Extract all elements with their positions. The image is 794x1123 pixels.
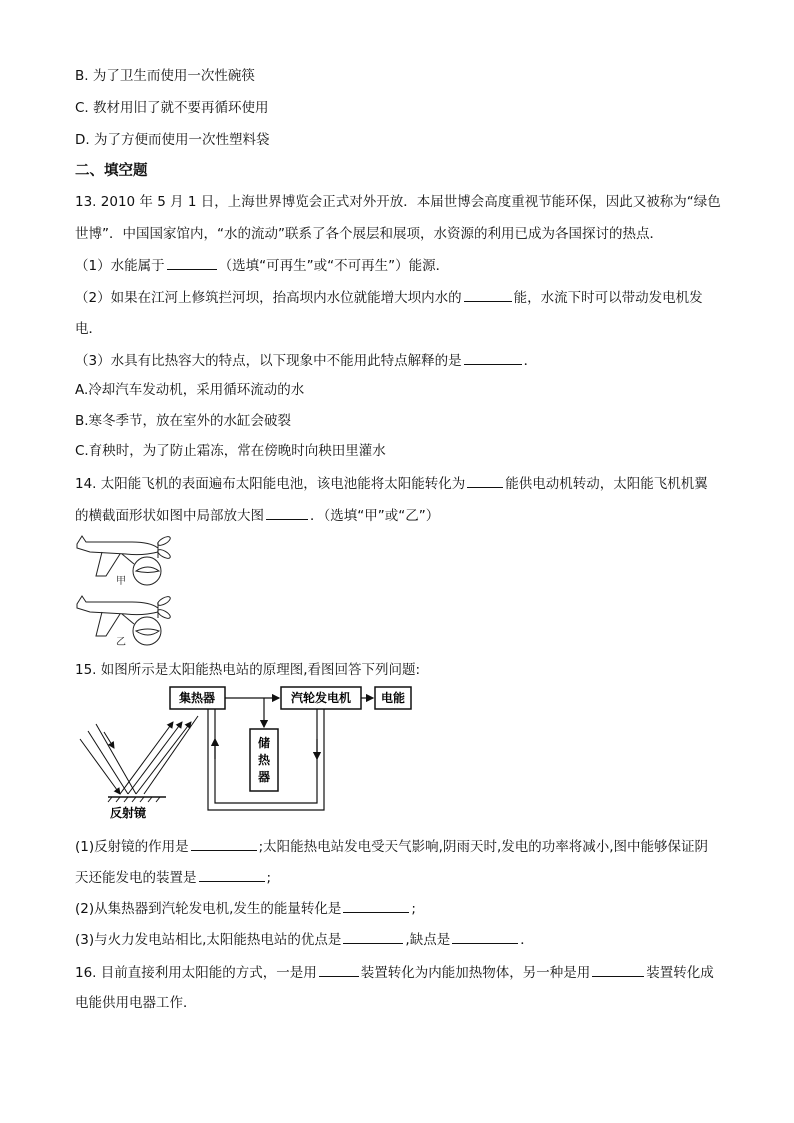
answer-blank[interactable] (319, 962, 359, 977)
option-d: D. 为了方便而使用一次性塑料袋 (75, 132, 270, 148)
answer-blank[interactable] (343, 929, 403, 944)
q13-part3-prefix: （3）水具有比热容大的特点，以下现象中不能用此特点解释的是 (75, 353, 462, 369)
answer-blank[interactable] (191, 836, 257, 851)
option-c: C. 教材用旧了就不要再循环使用 (75, 100, 269, 116)
answer-blank[interactable] (167, 255, 217, 270)
storage-label-2: 热 (257, 753, 271, 767)
q13-part2-end: 电． (75, 321, 102, 337)
q13-part1-suffix: （选填“可再生”或“不可再生”）能源． (218, 258, 450, 274)
q14-line2-suffix: ．（选填“甲”或“乙”） (310, 508, 440, 524)
q13-part2-prefix: （2）如果在江河上修筑拦河坝，抬高坝内水位就能增大坝内水的 (75, 290, 462, 306)
q15-sub3 (75, 929, 534, 950)
q13-part1-prefix: （1）水能属于 (75, 258, 165, 274)
option-b: B. 为了卫生而使用一次性碗筷 (75, 68, 255, 84)
q15-sub1-prefix: (1)反射镜的作用是 (75, 839, 189, 855)
q14-line1 (75, 473, 708, 494)
q16-line1-prefix: 16. 目前直接利用太阳能的方式，一是用 (75, 965, 317, 981)
q15-sub1-line2 (75, 867, 271, 888)
q14-line1-prefix: 14. 太阳能飞机的表面遍布太阳能电池，该电池能将太阳能转化为 (75, 476, 466, 492)
q15-sub1-line2-suffix: ; (266, 870, 272, 886)
q15-sub3-suffix: ． (520, 932, 534, 948)
answer-blank[interactable] (452, 929, 518, 944)
sun-rays (80, 716, 198, 794)
section-title: 二、填空题 (75, 163, 148, 179)
q13-option-c: C.育秧时，为了防止霜冻，常在傍晚时向秧田里灌水 (75, 443, 386, 459)
q15-sub3-prefix: (3)与火力发电站相比,太阳能热电站的优点是 (75, 932, 342, 948)
answer-blank[interactable] (592, 962, 644, 977)
q14-line2 (75, 505, 439, 526)
q15-sub1-mid: ;太阳能热电站发电受天气影响,阴雨天时,发电的功率将减小,图中能够保证阴 (258, 839, 709, 855)
q15-sub1-line2-prefix: 天还能发电的装置是 (75, 870, 197, 886)
q14-line2-prefix: 的横截面形状如图中局部放大图 (75, 508, 264, 524)
q13-part2 (75, 287, 703, 308)
answer-blank[interactable] (343, 898, 409, 913)
q14-line1-suffix: 能供电动机转动，太阳能飞机机翼 (505, 476, 708, 492)
collector-label: 集热器 (178, 691, 216, 705)
q13-part1 (75, 255, 449, 276)
q13-option-a: A.冷却汽车发动机，采用循环流动的水 (75, 382, 305, 398)
q16-line1 (75, 962, 714, 983)
label-jia: 甲 (116, 576, 126, 587)
q15-sub2-prefix: (2)从集热器到汽轮发电机,发生的能量转化是 (75, 901, 342, 917)
q13-option-b: B.寒冬季节，放在室外的水缸会破裂 (75, 413, 292, 429)
q13-stem-line1: 13. 2010 年 5 月 1 日，上海世界博览会正式对外开放．本届世博会高度重视节能环保，因此又被称为“绿色 (75, 194, 721, 210)
q15-sub3-mid: ,缺点是 (405, 932, 451, 948)
turbine-label: 汽轮发电机 (290, 691, 352, 705)
q16-line2: 电能供用电器工作． (75, 995, 197, 1011)
answer-blank[interactable] (467, 473, 503, 488)
storage-label-1: 储 (257, 736, 271, 750)
storage-label-3: 器 (257, 770, 271, 784)
q15-solar-thermal-diagram (78, 684, 418, 822)
answer-blank[interactable] (199, 867, 265, 882)
q13-part3 (75, 350, 537, 371)
q14-airplane-figure (72, 532, 192, 652)
mirror-label: 反射镜 (110, 806, 147, 820)
q13-stem-line2: 世博”．中国国家馆内，“水的流动”联系了各个展层和展项，水资源的利用已成为各国探讨的热点． (75, 226, 663, 242)
answer-blank[interactable] (464, 287, 512, 302)
answer-blank[interactable] (464, 350, 522, 365)
q13-part3-suffix: ． (523, 353, 538, 369)
q13-part2-suffix: 能，水流下时可以带动发电机发 (513, 290, 703, 306)
answer-blank[interactable] (266, 505, 308, 520)
mirror (108, 797, 166, 802)
label-yi: 乙 (116, 637, 126, 648)
q15-sub2-suffix: ; (411, 901, 416, 917)
flow-lines (208, 698, 373, 810)
q16-line1-mid: 装置转化为内能加热物体，另一种是用 (360, 965, 591, 981)
power-label: 电能 (380, 691, 406, 705)
q15-stem: 15. 如图所示是太阳能热电站的原理图,看图回答下列问题: (75, 662, 421, 678)
q15-sub2 (75, 898, 416, 919)
q16-line1-suffix: 装置转化成 (646, 965, 714, 981)
q15-sub1-line1 (75, 836, 708, 857)
